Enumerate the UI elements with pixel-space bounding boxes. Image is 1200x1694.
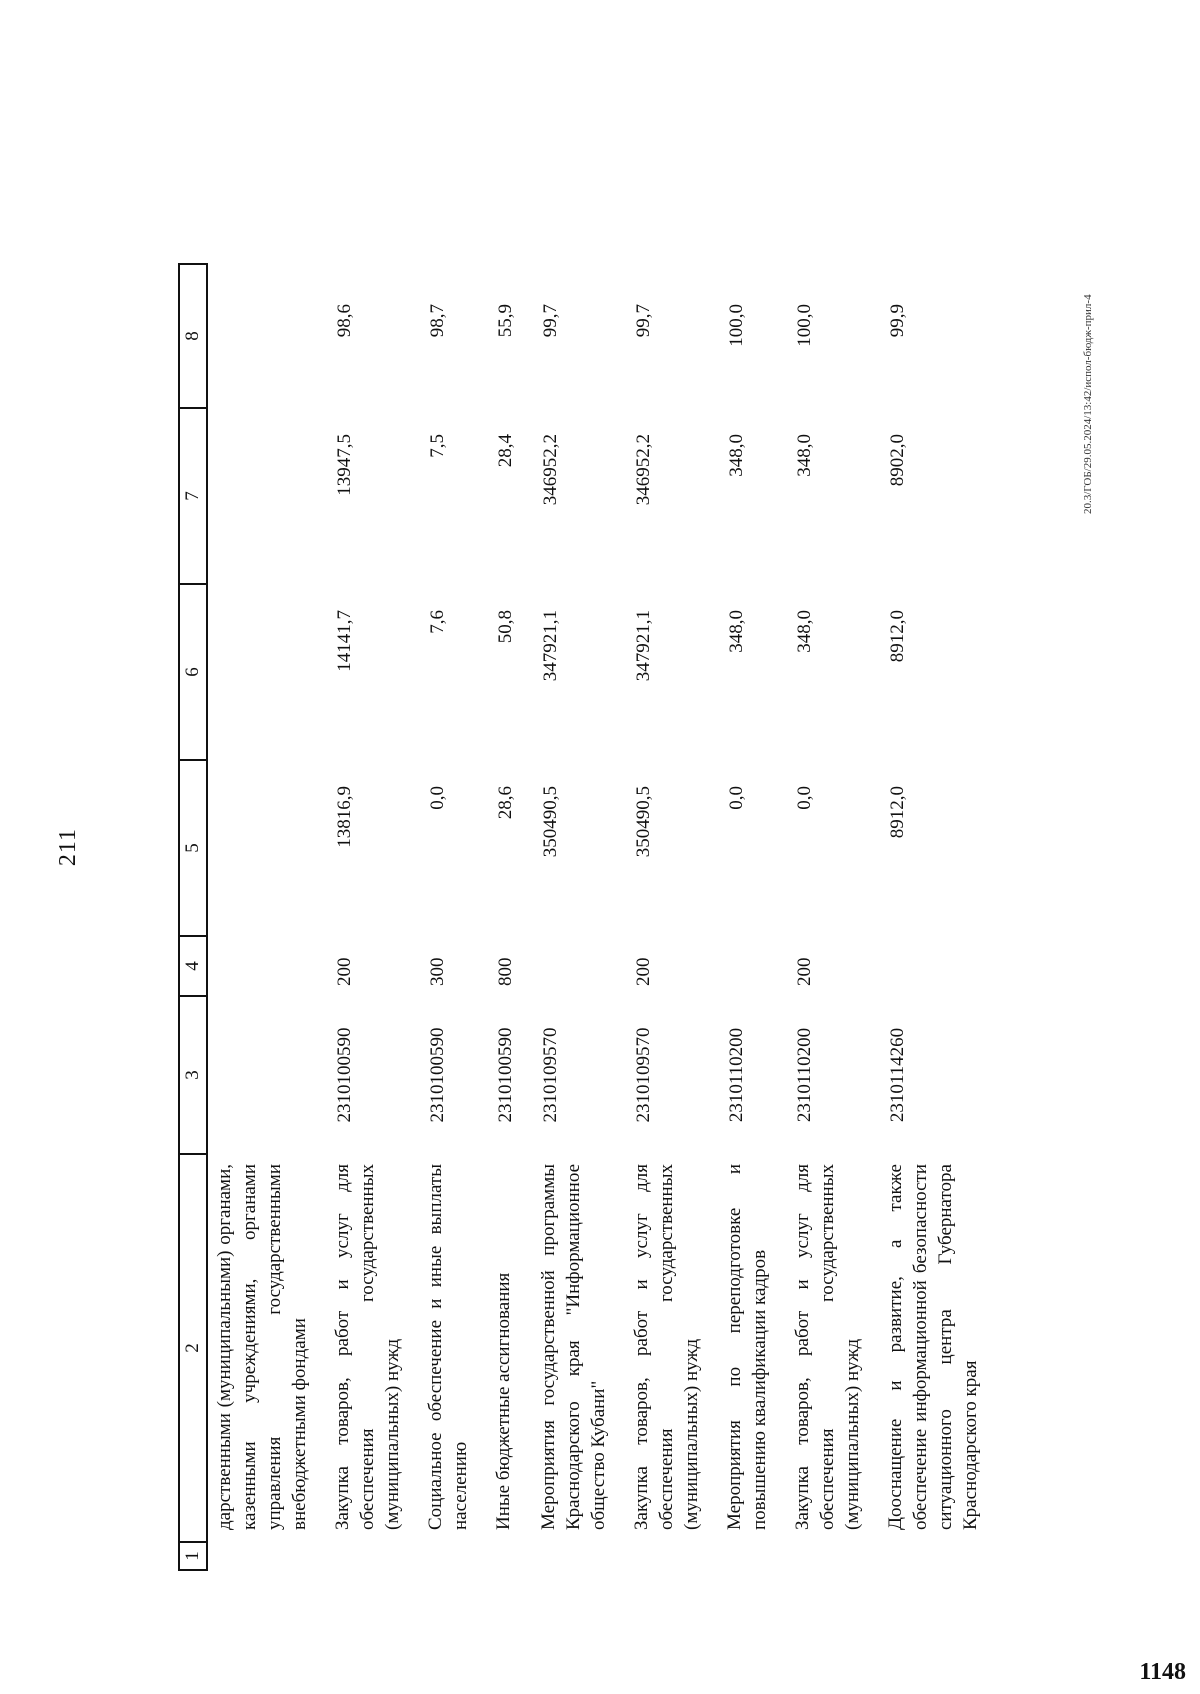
cell-percent: 98,7 [427,304,448,338]
cell-value-7: 8902,0 [887,434,908,487]
cell-value-6 [207,584,330,760]
cell-value-5: 13816,9 [334,786,355,848]
cell-description: Мероприятия по переподготовке и повышению квалификации кадров [724,1164,770,1530]
table-row [722,264,790,1570]
cell-percent: 99,7 [633,304,654,338]
cell-value-6: 348,0 [726,610,747,653]
cell-value-7: 346952,2 [633,434,654,506]
cell-percent: 100,0 [726,304,747,347]
table-row [536,264,629,1570]
cell-value-6: 50,8 [495,610,516,644]
column-header: 6 [179,584,207,760]
cell-index [207,1542,330,1570]
cell-value-5: 8912,0 [887,786,908,839]
column-header: 7 [179,408,207,584]
cell-value-5: 0,0 [794,786,815,810]
cell-expense-type: 200 [633,957,654,986]
table-row [883,264,1001,1570]
cell-target-code: 2310100590 [495,1027,516,1123]
cell-value-7: 348,0 [794,434,815,477]
cell-target-code: 2310114260 [887,1027,908,1123]
cell-target-code: 2310110200 [794,1027,815,1123]
column-header: 2 [179,1154,207,1542]
cell-percent: 99,7 [540,304,561,338]
column-header: 3 [179,996,207,1154]
cell-index [629,1542,722,1570]
cell-target-code: 2310109570 [633,1027,654,1123]
cell-expense-type [207,936,330,996]
cell-value-6: 348,0 [794,610,815,653]
column-header: 4 [179,936,207,996]
cell-target-code: 2310100590 [334,1027,355,1123]
cell-value-7 [207,408,330,584]
budget-table [178,263,1001,1571]
cell-index [330,1542,423,1570]
cell-value-7: 346952,2 [540,434,561,506]
cell-index [790,1542,883,1570]
cell-target-code: 2310100590 [427,1027,448,1123]
table-row [491,264,536,1570]
column-number-row [179,264,207,1570]
column-header: 8 [179,264,207,408]
cell-percent: 98,6 [334,304,355,338]
cell-description: Закупка товаров, работ и услуг для обеспечения государственных (муниципальных) нужд [332,1164,403,1530]
cell-target-code [207,996,330,1154]
table-row [790,264,883,1570]
cell-percent: 99,9 [887,304,908,338]
column-header: 5 [179,760,207,936]
cell-target-code: 2310109570 [540,1027,561,1123]
cell-percent: 55,9 [495,304,516,338]
cell-value-5: 28,6 [495,786,516,820]
cell-value-6: 8912,0 [887,610,908,663]
cell-index [423,1542,491,1570]
table-row [207,264,330,1570]
cell-index [883,1542,1001,1570]
cell-value-5 [207,760,330,936]
table-row [423,264,491,1570]
cell-description: Социальное обеспечение и иные выплаты населению [425,1164,471,1530]
cell-value-6: 347921,1 [540,610,561,682]
cell-value-6: 7,6 [427,610,448,634]
cell-expense-type: 300 [427,957,448,986]
cell-value-7: 348,0 [726,434,747,477]
cell-target-code: 2310110200 [726,1027,747,1123]
cell-index [536,1542,629,1570]
cell-expense-type [536,936,629,996]
cell-expense-type: 800 [495,957,516,986]
cell-description: Иные бюджетные ассигнования [493,1272,514,1530]
table-row [330,264,423,1570]
cell-expense-type [883,936,1001,996]
cell-value-7: 28,4 [495,434,516,468]
cell-description: Закупка товаров, работ и услуг для обеспечения государственных (муниципальных) нужд [631,1164,702,1530]
cell-value-6: 347921,1 [633,610,654,682]
table-row [629,264,722,1570]
cell-index [722,1542,790,1570]
cell-value-5: 350490,5 [540,786,561,858]
cell-description: Мероприятия государственной программы Краснодарского края "Информационное общество Кубани" [538,1164,609,1530]
cell-percent [207,264,330,408]
cell-value-6: 14141,7 [334,610,355,672]
cell-expense-type [722,936,790,996]
cell-percent: 100,0 [794,304,815,347]
folio-number: 1148 [1139,1659,1186,1685]
cell-description: Дооснащение и развитие, а также обеспечение информационной безопасности ситуационного центра Губернатора Краснодарского края [885,1164,981,1530]
cell-description: Закупка товаров, работ и услуг для обеспечения государственных (муниципальных) нужд [792,1164,863,1530]
cell-expense-type: 200 [334,957,355,986]
cell-value-7: 13947,5 [334,434,355,496]
cell-value-5: 0,0 [427,786,448,810]
cell-value-5: 350490,5 [633,786,654,858]
cell-expense-type: 200 [794,957,815,986]
cell-index [491,1542,536,1570]
cell-value-7: 7,5 [427,434,448,458]
column-header: 1 [179,1542,207,1570]
page-number: 211 [55,827,81,867]
cell-value-5: 0,0 [726,786,747,810]
document-path-note: 20.3/ГОБ/29.05.2024/13:42/испол-бюдж-прил-4 [1082,294,1094,514]
cell-description: дарственными (муниципальными) органами, казенными учреждениями, органами управления государственными внебюджетными фондами [214,1164,310,1530]
